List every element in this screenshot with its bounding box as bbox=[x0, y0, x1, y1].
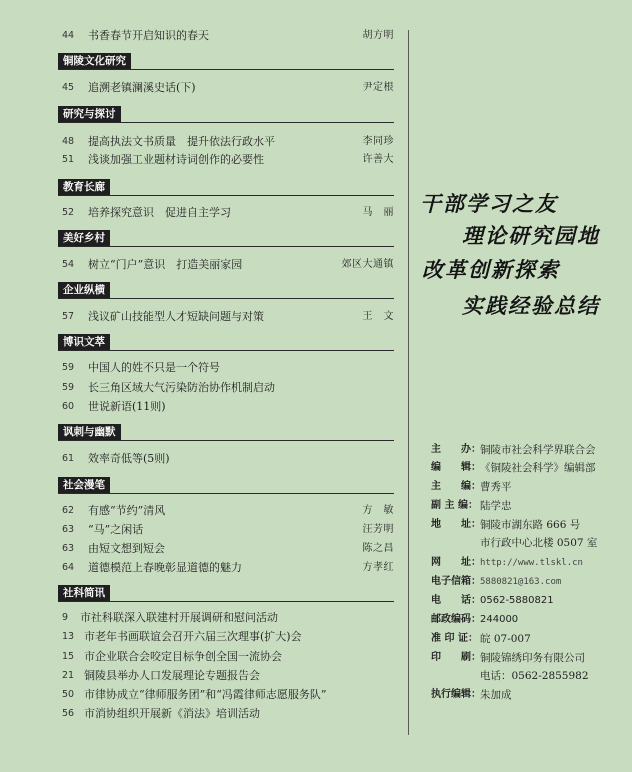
masthead-label: 编 辑： bbox=[431, 462, 481, 473]
page-number: 57 bbox=[62, 311, 75, 322]
page-number: 15 bbox=[62, 651, 75, 662]
toc-entry[interactable] bbox=[58, 359, 394, 377]
section-label: 博识文萃 bbox=[58, 334, 110, 350]
masthead-row bbox=[431, 630, 631, 648]
article-title: “马”之闲话 bbox=[88, 523, 144, 536]
article-title: 市律协成立“律师服务团”和“冯霞律师志愿服务队” bbox=[84, 688, 327, 701]
section-rule bbox=[58, 195, 394, 196]
masthead-value: 朱加成 bbox=[480, 689, 512, 701]
article-title: 市消协组织开展新《消法》培训活动 bbox=[84, 707, 260, 720]
toc-entry[interactable] bbox=[58, 705, 394, 723]
section-header bbox=[58, 179, 394, 195]
article-title: 铜陵县举办人口发展理论专题报告会 bbox=[84, 669, 260, 682]
slogan-line: 干部学习之友 bbox=[420, 191, 558, 216]
page-number: 54 bbox=[62, 259, 75, 270]
masthead-value: 皖 07-007 bbox=[480, 633, 531, 645]
toc-entry[interactable] bbox=[58, 398, 394, 416]
masthead-label: 邮政编码： bbox=[431, 614, 481, 625]
toc-entry[interactable] bbox=[58, 609, 394, 627]
article-title: 提高执法文书质量 提升依法行政水平 bbox=[88, 135, 275, 148]
page-number: 63 bbox=[62, 543, 75, 554]
masthead-label: 地 址： bbox=[431, 519, 481, 530]
section-header bbox=[58, 334, 394, 350]
section-rule bbox=[58, 601, 394, 602]
article-title: 中国人的姓不只是一个符号 bbox=[88, 361, 220, 374]
article-title: 世说新语(11则) bbox=[88, 400, 166, 413]
toc-entry[interactable] bbox=[58, 686, 394, 704]
masthead-row bbox=[431, 592, 631, 610]
section-label: 社会漫笔 bbox=[58, 477, 110, 493]
article-title: 市企业联合会咬定目标争创全国一流协会 bbox=[84, 650, 282, 663]
masthead-value: 0562-5880821 bbox=[480, 595, 554, 606]
page-number: 61 bbox=[62, 453, 75, 464]
section-rule bbox=[58, 440, 394, 441]
article-title: 浅谈加强工业题材诗词创作的必要性 bbox=[88, 153, 264, 166]
page-number: 44 bbox=[62, 30, 75, 41]
page-number: 45 bbox=[62, 82, 75, 93]
page-number: 56 bbox=[62, 708, 75, 719]
article-title: 浅议矿山技能型人才短缺问题与对策 bbox=[88, 310, 264, 323]
masthead-row bbox=[431, 611, 631, 629]
section-label: 美好乡村 bbox=[58, 230, 110, 246]
article-title: 有感“节约”清风 bbox=[88, 504, 166, 517]
article-title: 书香春节开启知识的春天 bbox=[88, 29, 209, 42]
page-number: 13 bbox=[62, 631, 75, 642]
masthead-value[interactable]: http://www.tlskl.cn bbox=[480, 558, 583, 568]
section-rule bbox=[58, 350, 394, 351]
slogan-line: 理论研究园地 bbox=[462, 223, 600, 248]
article-author: 胡方明 bbox=[362, 30, 394, 41]
section-header bbox=[58, 106, 394, 122]
slogan-block bbox=[418, 188, 628, 328]
article-title: 效率奇低等(5则) bbox=[88, 452, 170, 465]
article-title: 道德模范上春晚彰显道德的魅力 bbox=[88, 561, 242, 574]
article-title: 树立“门户”意识 打造美丽家园 bbox=[88, 258, 243, 271]
masthead-value: 244000 bbox=[480, 614, 519, 625]
section-header bbox=[58, 230, 394, 246]
toc-entry[interactable] bbox=[58, 79, 394, 97]
masthead-row bbox=[431, 554, 631, 572]
section-header bbox=[58, 282, 394, 298]
masthead-value: 陆学忠 bbox=[480, 500, 512, 512]
page-number: 59 bbox=[62, 382, 75, 393]
page-number: 50 bbox=[62, 689, 75, 700]
toc-entry[interactable] bbox=[58, 667, 394, 685]
article-author: 郊区大通镇 bbox=[341, 259, 394, 270]
section-label: 讽刺与幽默 bbox=[58, 424, 121, 440]
masthead-value: 电话：0562-2855982 bbox=[480, 670, 589, 682]
masthead-row bbox=[431, 497, 631, 515]
masthead-label: 电 话： bbox=[431, 595, 481, 606]
section-rule bbox=[58, 246, 394, 247]
toc-entry[interactable] bbox=[58, 379, 394, 397]
section-header bbox=[58, 53, 394, 69]
masthead-row bbox=[431, 478, 631, 496]
toc-entry[interactable] bbox=[58, 521, 394, 539]
masthead-label: 网 址： bbox=[431, 557, 481, 568]
toc-entry[interactable] bbox=[58, 256, 394, 274]
article-author: 王 文 bbox=[362, 311, 394, 322]
masthead-label: 印 刷： bbox=[431, 652, 481, 663]
page-number: 60 bbox=[62, 401, 75, 412]
toc-entry[interactable] bbox=[58, 308, 394, 326]
toc-entry[interactable] bbox=[58, 559, 394, 577]
masthead-value: 市行政中心北楼 0507 室 bbox=[480, 537, 598, 549]
masthead-label: 执行编辑： bbox=[431, 689, 481, 700]
section-rule bbox=[58, 122, 394, 123]
masthead-row bbox=[431, 649, 631, 667]
page-number: 21 bbox=[62, 670, 75, 681]
masthead-label: 电子信箱： bbox=[431, 576, 481, 587]
page-number: 48 bbox=[62, 136, 75, 147]
masthead-label: 主 办： bbox=[431, 444, 481, 455]
page-number: 64 bbox=[62, 562, 75, 573]
masthead-value: 铜陵锦绣印务有限公司 bbox=[480, 652, 585, 664]
masthead-row bbox=[431, 516, 631, 534]
article-author: 方孝红 bbox=[362, 562, 394, 573]
toc-entry[interactable] bbox=[58, 540, 394, 558]
page-number: 9 bbox=[62, 612, 69, 623]
page-number: 51 bbox=[62, 154, 75, 165]
section-label: 教育长廊 bbox=[58, 179, 110, 195]
masthead-label: 准 印 证： bbox=[431, 633, 478, 644]
page-number: 52 bbox=[62, 207, 75, 218]
toc-entry[interactable] bbox=[58, 648, 394, 666]
masthead-row bbox=[431, 534, 631, 552]
article-title: 由短文想到短会 bbox=[88, 542, 165, 555]
toc-entry[interactable] bbox=[58, 204, 394, 222]
article-title: 追溯老镇澜溪史话(下) bbox=[88, 81, 196, 94]
masthead-row bbox=[431, 459, 631, 477]
masthead-row bbox=[431, 686, 631, 704]
article-author: 许善大 bbox=[362, 154, 394, 165]
article-title: 培养探究意识 促进自主学习 bbox=[88, 206, 231, 219]
masthead-value[interactable]: 5880821@163.com bbox=[480, 577, 562, 587]
toc-entry[interactable] bbox=[58, 628, 394, 646]
article-title: 长三角区域大气污染防治协作机制启动 bbox=[88, 381, 275, 394]
masthead-label: 主 编： bbox=[431, 481, 481, 492]
toc-entry[interactable] bbox=[58, 502, 394, 520]
toc-entry[interactable] bbox=[58, 450, 394, 468]
article-author: 马 丽 bbox=[362, 207, 394, 218]
article-author: 尹定根 bbox=[362, 82, 394, 93]
article-author: 方 敏 bbox=[362, 505, 394, 516]
section-label: 铜陵文化研究 bbox=[58, 53, 131, 69]
section-label: 研究与探讨 bbox=[58, 106, 121, 122]
masthead-row bbox=[431, 667, 631, 685]
article-author: 汪芳明 bbox=[362, 524, 394, 535]
section-rule bbox=[58, 493, 394, 494]
toc-entry[interactable] bbox=[58, 151, 394, 169]
section-header bbox=[58, 424, 394, 440]
masthead-value: 铜陵市湖东路 666 号 bbox=[480, 519, 581, 531]
page-number: 63 bbox=[62, 524, 75, 535]
article-author: 李同珍 bbox=[362, 136, 394, 147]
toc-entry[interactable] bbox=[58, 27, 394, 45]
masthead-value: 《铜陵社会科学》编辑部 bbox=[480, 462, 596, 474]
toc-entry[interactable] bbox=[58, 133, 394, 151]
slogan-line: 改革创新探索 bbox=[422, 257, 560, 282]
section-label: 社科简讯 bbox=[58, 585, 110, 601]
article-title: 市老年书画联谊会召开六届三次理事(扩大)会 bbox=[84, 630, 302, 643]
slogan-line: 实践经验总结 bbox=[462, 293, 600, 318]
page-number: 59 bbox=[62, 362, 75, 373]
masthead-row bbox=[431, 573, 631, 591]
masthead-value: 曹秀平 bbox=[480, 481, 512, 493]
section-rule bbox=[58, 69, 394, 70]
masthead-value: 铜陵市社会科学界联合会 bbox=[480, 444, 596, 456]
section-label: 企业纵横 bbox=[58, 282, 110, 298]
page-number: 62 bbox=[62, 505, 75, 516]
section-rule bbox=[58, 298, 394, 299]
article-title: 市社科联深入联建村开展调研和慰问活动 bbox=[80, 611, 278, 624]
masthead-label: 副 主 编： bbox=[431, 500, 478, 511]
masthead-row bbox=[431, 441, 631, 459]
section-header bbox=[58, 585, 394, 601]
article-author: 陈之昌 bbox=[362, 543, 394, 554]
column-divider bbox=[408, 30, 409, 735]
section-header bbox=[58, 477, 394, 493]
